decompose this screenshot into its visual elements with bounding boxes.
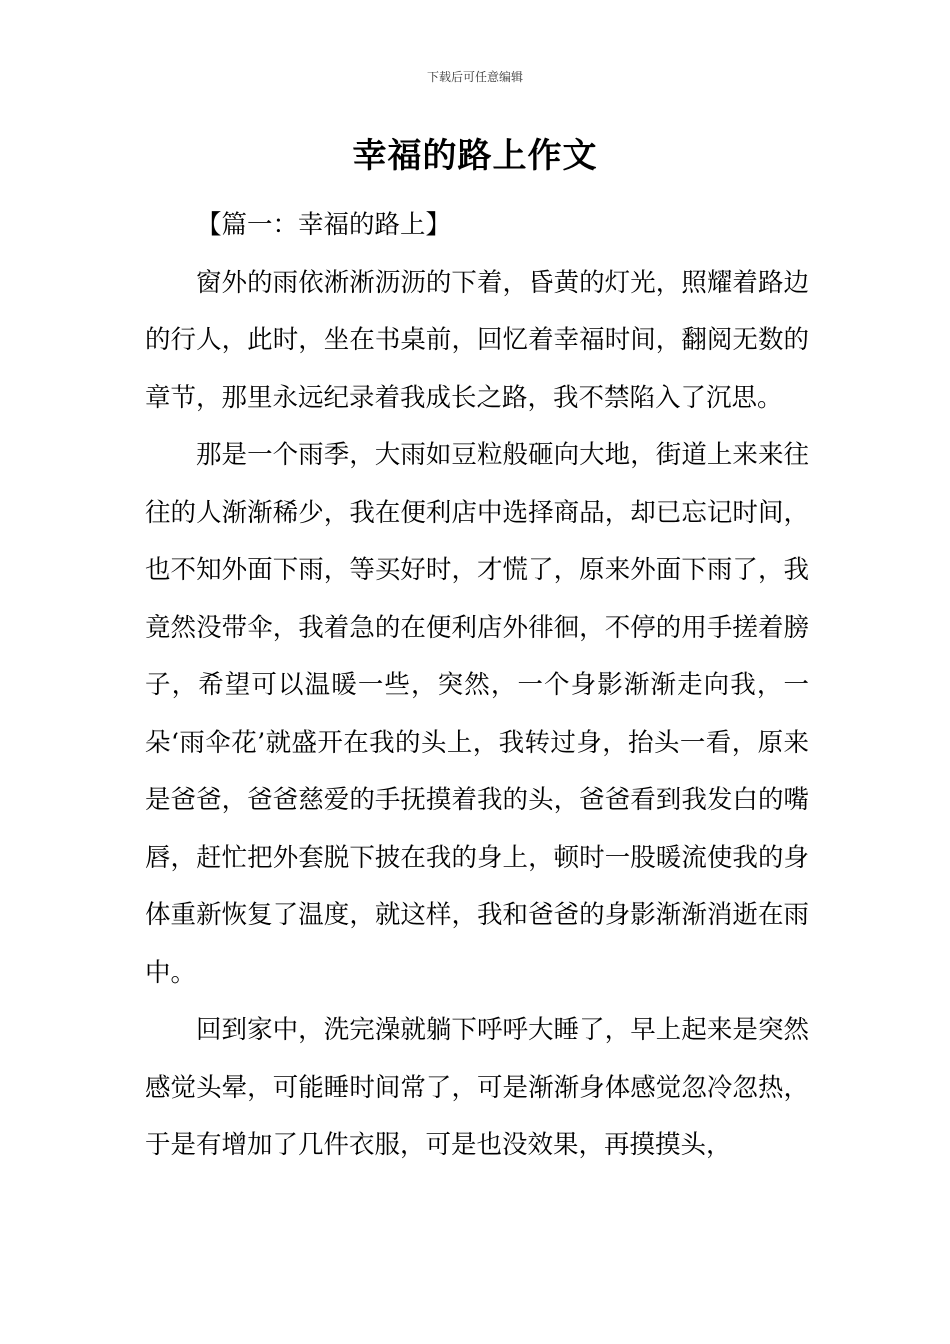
paragraph-2: 那是一个雨季，大雨如豆粒般砸向大地，街道上来来往往的人渐渐稀少，我在便利店中选择商品，却已忘记时间，也不知外面下雨，等买好时，才慌了，原来外面下雨了，我竟然没带伞，我着急的在便利店外徘徊，不停的用手搓着膀子，希望可以温暖一些，突然，一个身影渐渐走向我，一朵‘雨伞花’就盛开在我的头上，我转过身，抬头一看，原来是爸爸，爸爸慈爱的手抚摸着我的头，爸爸看到我发白的嘴唇，赶忙把外套脱下披在我的身上，顿时一股暖流使我的身体重新恢复了温度，就这样，我和爸爸的身影渐渐消逝在雨中。 xyxy=(145,440,809,988)
header-note: 下载后可任意编辑 xyxy=(426,70,523,84)
section-heading: 【篇一：幸福的路上】 xyxy=(196,210,452,240)
paragraph-3: 回到家中，洗完澡就躺下呼呼大睡了，早上起来是突然感觉头晕，可能睡时间常了，可是渐渐身体感觉忽冷忽热，于是有增加了几件衣服，可是也没效果，再摸摸头， xyxy=(145,1015,809,1160)
document-body xyxy=(145,197,809,1175)
paragraph-1: 窗外的雨依淅淅沥沥的下着，昏黄的灯光，照耀着路边的行人，此时，坐在书桌前，回忆着幸福时间，翻阅无数的章节，那里永远纪录着我成长之路，我不禁陷入了沉思。 xyxy=(145,267,809,413)
document-title: 幸福的路上作文 xyxy=(352,136,598,176)
